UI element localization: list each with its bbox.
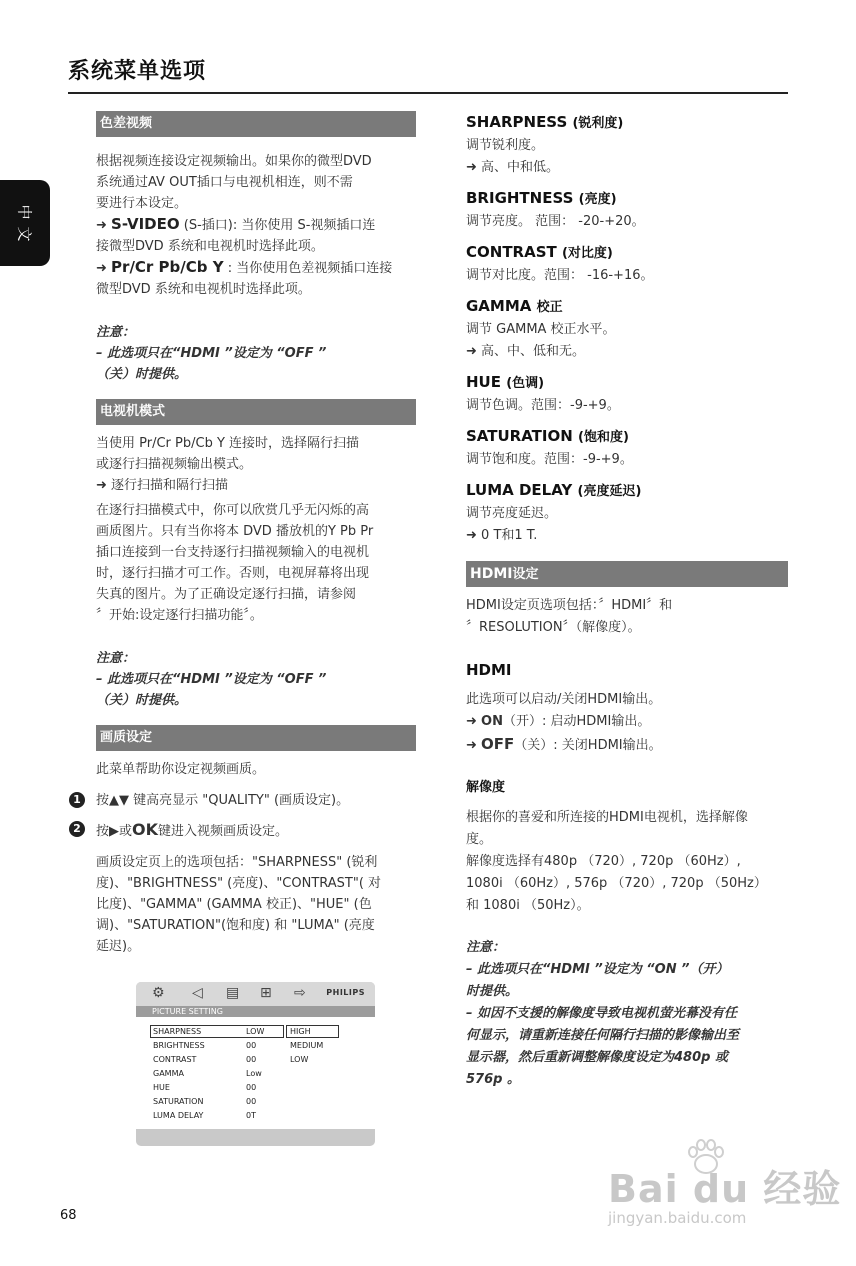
menu-item-label: GAMMA [153, 1069, 184, 1078]
option-text: （开）: 启动HDMI输出。 [502, 714, 651, 729]
luma-heading [466, 479, 788, 503]
heading-en: SATURATION [466, 427, 573, 445]
heading-cn: (对比度) [561, 246, 613, 261]
section-text: 1080i （60Hz）, 576p （720）, 720p （50Hz） [466, 876, 767, 891]
section-text: 度)、"BRIGHTNESS" (亮度)、"CONTRAST"( 对 [96, 876, 382, 891]
grid-icon: ⊞ [260, 985, 272, 1001]
section-heading-picture-setting: 画质设定 [96, 725, 416, 751]
arrow-right-icon: ➜ [466, 160, 477, 175]
hdmi-desc: 此选项可以启动/关闭HDMI输出。 [466, 692, 662, 707]
section-text: 失真的图片。为了正确设定逐行扫描，请参阅 [96, 587, 357, 602]
option-term: S-VIDEO [111, 215, 180, 233]
menu-item-label: HUE [153, 1083, 170, 1092]
heading-cn: (亮度) [578, 192, 617, 207]
section-text: 延迟)。 [96, 939, 141, 954]
luma-options [466, 525, 788, 547]
section-text: 系统通过AV OUT插口与电视机相连，则不需 [96, 175, 353, 190]
hdmi-off-option [466, 733, 788, 757]
heading-en: LUMA DELAY [466, 481, 573, 499]
speaker-icon: ◁ [192, 985, 203, 1001]
heading-en: SHARPNESS [466, 113, 568, 131]
luma-desc: 调节亮度延迟。 [466, 506, 558, 521]
menu-icon-bar [136, 982, 375, 1006]
heading-cn: (色调) [506, 376, 545, 391]
step-text: 按▲▼ 键高亮显示 "QUALITY" (画质设定)。 [96, 793, 350, 808]
option-text: 微型DVD 系统和电视机时选择此项。 [96, 282, 311, 297]
gamma-desc: 调节 GAMMA 校正水平。 [466, 322, 616, 337]
section-text: 此菜单帮助你设定视频画质。 [96, 762, 266, 777]
heading-cn: 设定 [512, 567, 539, 582]
heading-en: CONTRAST [466, 243, 557, 261]
menu-item-value: 00 [246, 1041, 257, 1050]
heading-cn: (亮度延迟) [577, 484, 642, 499]
section-text: 〞开始:设定逐行扫描功能〞。 [96, 608, 263, 623]
section-text: 解像度选择有480p （720）, 720p （60Hz）, [466, 854, 741, 869]
heading-en: HDMI [470, 566, 513, 582]
section-text: 要进行本设定。 [96, 196, 188, 211]
gamma-options [466, 341, 788, 363]
menu-option: LOW [290, 1055, 309, 1064]
hue-desc: 调节色调。范围：-9-+9。 [466, 398, 620, 413]
sharpness-options [466, 157, 788, 179]
saturation-desc: 调节饱和度。范围：-9-+9。 [466, 452, 633, 467]
exit-icon: ⇨ [294, 985, 306, 1001]
arrow-right-icon: ➜ [96, 218, 107, 233]
language-tab-char-1: 中 [15, 204, 34, 220]
menu-item-label: BRIGHTNESS [153, 1041, 205, 1050]
section-text: 或逐行扫描视频输出模式。 [96, 457, 253, 472]
watermark-url: jingyan.baidu.com [608, 1209, 747, 1227]
note-text: – 此选项只在“HDMI ”设定为 “OFF ” [96, 672, 327, 687]
picture-setting-menu [136, 982, 375, 1146]
ok-key-label: OK [132, 820, 158, 839]
section-text: 度。 [466, 832, 493, 847]
heading-en: BRIGHTNESS [466, 189, 574, 207]
section-text: 在逐行扫描模式中，你可以欣赏几乎无闪烁的高 [96, 503, 370, 518]
step-number-icon: 2 [69, 821, 85, 837]
page-title: 系统菜单选项 [68, 59, 207, 84]
menu-item-value: Low [246, 1069, 262, 1078]
option-text: : 当你使用色差视频插口连接 [223, 261, 393, 276]
contrast-heading [466, 241, 788, 265]
brand-logo: PHILIPS [326, 988, 365, 997]
option-text: 逐行扫描和隔行扫描 [111, 478, 229, 493]
arrow-right-icon: ➜ [466, 738, 477, 753]
hdmi-heading: HDMI [466, 661, 512, 679]
note-text: （关）时提供。 [96, 693, 188, 708]
heading-en: GAMMA [466, 297, 532, 315]
option-text: (S-插口): 当你使用 S-视频插口连 [179, 218, 376, 233]
option-text: 高、中、低和无。 [481, 344, 586, 359]
heading-en: HUE [466, 373, 501, 391]
arrow-right-icon: ➜ [466, 344, 477, 359]
page-number: 68 [60, 1208, 77, 1223]
menu-item-label: SATURATION [153, 1097, 204, 1106]
note-title: 注意： [96, 651, 136, 666]
option-term: OFF [481, 735, 515, 753]
section-text: 比度)、"GAMMA" (GAMMA 校正)、"HUE" (色 [96, 897, 372, 912]
option-svideo [96, 214, 416, 236]
language-tab [0, 180, 50, 266]
brightness-desc: 调节亮度。 范围： -20-+20。 [466, 214, 645, 229]
option-text: （关）: 关闭HDMI输出。 [514, 738, 662, 753]
section-heading-component-video: 色差视频 [96, 111, 416, 137]
section-text: 〞RESOLUTION〞（解像度）。 [466, 620, 641, 635]
section-text: HDMI设定页选项包括：〞HDMI〞和 [466, 598, 673, 613]
note-text: – 此选项只在“HDMI ”设定为 “OFF ” [96, 346, 327, 361]
menu-item-label: CONTRAST [153, 1055, 197, 1064]
note-text: 显示器，然后重新调整解像度设定为480p 或 [466, 1050, 728, 1065]
title-divider [68, 92, 788, 94]
section-text: 时，逐行扫描才可工作。否则，电视屏幕将出现 [96, 566, 370, 581]
arrow-right-icon: ➜ [96, 478, 107, 493]
option-component [96, 257, 416, 279]
arrow-right-icon: ➜ [466, 714, 477, 729]
gear-icon: ⚙ [152, 985, 165, 1001]
option-term: Pr/Cr Pb/Cb Y [111, 258, 224, 276]
sharpness-heading [466, 111, 788, 135]
section-text: 调)、"SATURATION"(饱和度) 和 "LUMA" (亮度 [96, 918, 375, 933]
step-text: 键进入视频画质设定。 [158, 824, 289, 839]
section-heading-tv-mode: 电视机模式 [96, 399, 416, 425]
menu-title: PICTURE SETTING [136, 1006, 375, 1017]
arrow-right-icon: ➜ [466, 528, 477, 543]
section-heading-hdmi [466, 561, 788, 587]
menu-item-value: 00 [246, 1097, 257, 1106]
option-term: ON [481, 714, 503, 729]
option-scan [96, 475, 416, 496]
section-text: 根据你的喜爱和所连接的HDMI电视机，选择解像 [466, 810, 748, 825]
note-text: 时提供。 [466, 984, 519, 999]
note-text: – 此选项只在“HDMI ”设定为 “ON ”（开） [466, 962, 729, 977]
note-text: 576p 。 [466, 1072, 520, 1087]
menu-item-value: 00 [246, 1055, 257, 1064]
hdmi-on-option [466, 711, 788, 733]
note-title: 注意： [466, 940, 506, 955]
menu-item-value: 00 [246, 1083, 257, 1092]
resolution-heading: 解像度 [466, 780, 506, 795]
option-text: 0 T和1 T. [481, 528, 538, 543]
language-tab-char-2: 文 [15, 226, 34, 242]
gamma-heading [466, 295, 788, 319]
arrow-right-icon: ➜ [96, 261, 107, 276]
menu-item-label: LUMA DELAY [153, 1111, 204, 1120]
hue-heading [466, 371, 788, 395]
menu-body [136, 1017, 375, 1129]
heading-cn: (锐利度) [572, 116, 624, 131]
contrast-desc: 调节对比度。范围： -16-+16。 [466, 268, 654, 283]
watermark [608, 1158, 841, 1227]
menu-item-label: SHARPNESS [153, 1027, 202, 1036]
menu-option: MEDIUM [290, 1041, 324, 1050]
section-text: 画质设定页上的选项包括："SHARPNESS" (锐利 [96, 855, 378, 870]
option-text: 高、中和低。 [481, 160, 560, 175]
left-column [73, 111, 416, 957]
option-text: 接微型DVD 系统和电视机时选择此项。 [96, 239, 324, 254]
step-1 [73, 790, 416, 811]
section-text: 和 1080i （50Hz）。 [466, 898, 590, 913]
saturation-heading [466, 425, 788, 449]
step-2 [73, 819, 416, 842]
sharpness-desc: 调节锐利度。 [466, 138, 545, 153]
step-number-icon: 1 [69, 792, 85, 808]
section-text: 根据视频连接设定视频输出。如果你的微型DVD [96, 154, 372, 169]
heading-cn: 校正 [536, 300, 563, 315]
watermark-main: Bai du 经验 [608, 1167, 842, 1211]
section-text: 画质图片。只有当你将本 DVD 播放机的Y Pb Pr [96, 524, 374, 539]
step-text: 按▶或 [96, 824, 132, 839]
section-text: 插口连接到一台支持逐行扫描视频输入的电视机 [96, 545, 370, 560]
picture-icon: ▤ [226, 985, 240, 1001]
right-column [466, 111, 788, 1091]
note-text: – 如因不支援的解像度导致电视机萤光幕没有任 [466, 1006, 738, 1021]
menu-item-value: 0T [246, 1111, 256, 1120]
note-text: （关）时提供。 [96, 367, 188, 382]
section-text: 当使用 Pr/Cr Pb/Cb Y 连接时，选择隔行扫描 [96, 436, 360, 451]
heading-cn: (饱和度) [578, 430, 629, 445]
brightness-heading [466, 187, 788, 211]
menu-item-value: LOW [246, 1027, 265, 1036]
note-text: 何显示，请重新连接任何隔行扫描的影像输出至 [466, 1028, 740, 1043]
menu-option: HIGH [290, 1027, 311, 1036]
note-title: 注意： [96, 325, 136, 340]
